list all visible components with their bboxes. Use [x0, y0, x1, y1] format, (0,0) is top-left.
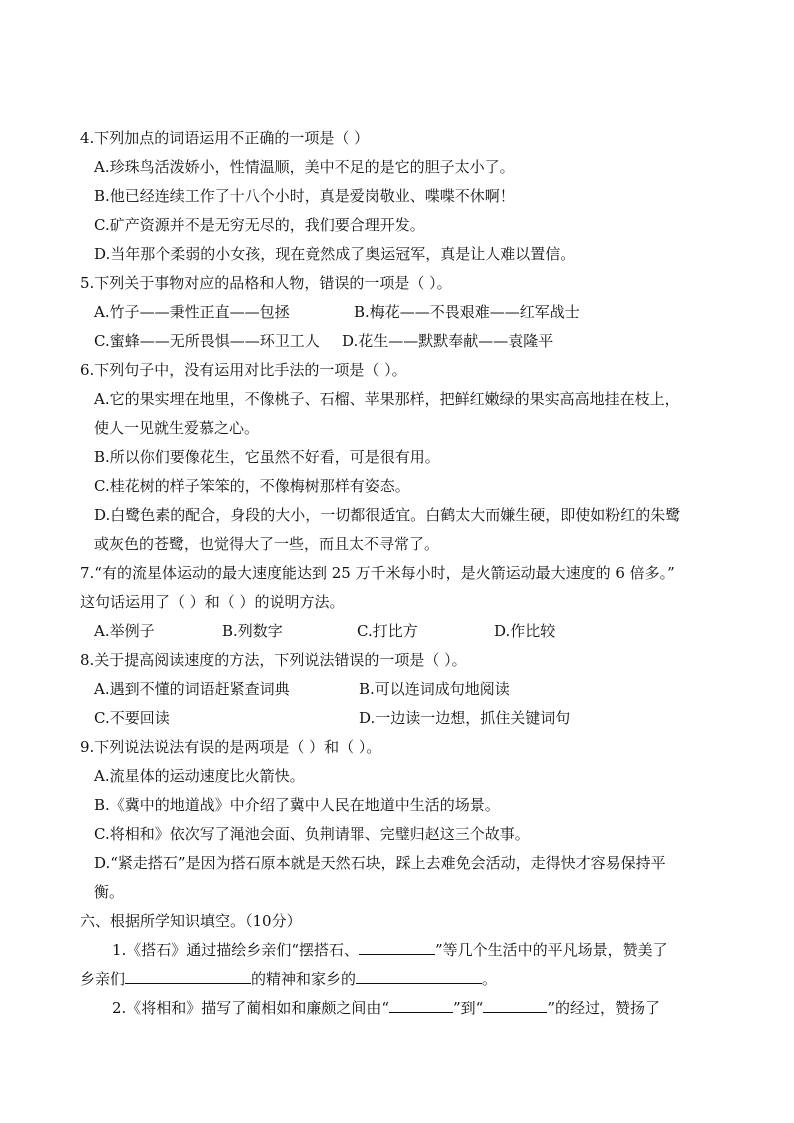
item2-text-c: ”的经过，赞扬了: [547, 999, 660, 1017]
q8-option-b: B.可以连词成句地阅读: [359, 680, 510, 698]
q5-option-c: C.蜜蜂——无所畏惧——环卫工人: [94, 332, 320, 350]
q6-option-c: C.桂花树的样子笨笨的，不像梅树那样有姿态。: [94, 477, 410, 495]
q6-option-a-line2: 使人一见就生爱慕之心。: [94, 419, 260, 437]
section6-item2-line1: [112, 998, 660, 1018]
section6-item1-line2: [80, 969, 497, 989]
section6-item1-line1: [112, 940, 668, 960]
fill-blank-1[interactable]: [359, 940, 435, 955]
item1-text-a: 1.《搭石》通过描绘乡亲们“摆搭石、: [112, 941, 359, 959]
q5-option-d: D.花生——默默奉献——袁隆平: [342, 332, 554, 350]
q7-option-c: C.打比方: [357, 622, 418, 640]
item2-text-a: 2.《将相和》描写了蔺相如和廉颇之间由“: [112, 999, 389, 1017]
item1-text-b: ”等几个生活中的平凡场景，赞美了: [434, 941, 668, 959]
q5-option-a: A.竹子——秉性正直——包拯: [94, 303, 290, 321]
q7-stem-line1: 7.“有的流星体运动的最大速度能达到 25 万千米每小时，是火箭运动最大速度的 6 倍多。”: [80, 564, 675, 582]
q6-option-b: B.所以你们要像花生，它虽然不好看，可是很有用。: [94, 448, 440, 466]
q4-option-b: B.他已经连续工作了十八个小时，真是爱岗敬业、喋喋不休啊！: [94, 187, 515, 205]
item1-line2-text-b: 的精神和家乡的: [251, 970, 357, 988]
q7-option-b: B.列数字: [222, 622, 283, 640]
q4-option-a: A.珍珠鸟活泼娇小，性情温顺，美中不足的是它的胆子太小了。: [94, 158, 515, 176]
q5-stem: 5.下列关于事物对应的品格和人物，错误的一项是（ ）。: [80, 274, 452, 292]
q9-stem: 9.下列说法说法有误的是两项是（ ）和（ ）。: [80, 738, 382, 756]
q9-option-d-line2: 衡。: [94, 883, 125, 901]
q8-option-c: C.不要回读: [94, 709, 170, 727]
q6-option-d-line1: D.白鹭色素的配合，身段的大小，一切都很适宜。白鹤太大而嫌生硬，即使如粉红的朱鹭: [94, 506, 681, 524]
q8-option-a: A.遇到不懂的词语赶紧查词典: [94, 680, 290, 698]
q7-option-d: D.作比较: [494, 622, 556, 640]
q9-option-a: A.流星体的运动速度比火箭快。: [94, 767, 305, 785]
q9-option-d-line1: D.“紧走搭石”是因为搭石原本就是天然石块，踩上去难免会活动，走得快才容易保持平: [94, 854, 666, 872]
fill-blank-3[interactable]: [356, 969, 482, 984]
item2-text-b: ”到“: [452, 999, 484, 1017]
q6-stem: 6.下列句子中，没有运用对比手法的一项是（ ）。: [80, 361, 407, 379]
q4-option-c: C.矿产资源并不是无穷无尽的，我们要合理开发。: [94, 216, 425, 234]
q7-option-a: A.举例子: [94, 622, 155, 640]
fill-blank-2[interactable]: [125, 969, 251, 984]
fill-blank-5[interactable]: [483, 998, 547, 1013]
item1-line2-text-a: 乡亲们: [80, 970, 126, 988]
q7-stem-line2: 这句话运用了（ ）和（ ）的说明方法。: [80, 593, 345, 611]
q8-stem: 8.关于提高阅读速度的方法，下列说法错误的一项是（ ）。: [80, 651, 467, 669]
q9-option-c: C.将相和》依次写了渑池会面、负荆请罪、完璧归赵这三个故事。: [94, 825, 530, 843]
section6-heading: 六、根据所学知识填空。（10分）: [80, 912, 302, 930]
item1-line2-text-c: 。: [482, 970, 498, 988]
q8-option-d: D.一边读一边想，抓住关键词句: [359, 709, 571, 727]
q4-stem: 4.下列加点的词语运用不正确的一项是（ ）: [80, 129, 370, 147]
fill-blank-4[interactable]: [389, 998, 453, 1013]
q9-option-b: B.《冀中的地道战》中介绍了冀中人民在地道中生活的场景。: [94, 796, 500, 814]
q6-option-d-line2: 或灰色的苍鹭，也觉得大了一些，而且太不寻常了。: [94, 535, 440, 553]
q6-option-a-line1: A.它的果实埋在地里，不像桃子、石榴、苹果那样，把鲜红嫩绿的果实高高地挂在枝上，: [94, 390, 680, 408]
q5-option-b: B.梅花——不畏艰难——红军战士: [354, 303, 580, 321]
q4-option-d: D.当年那个柔弱的小女孩，现在竟然成了奥运冠军，真是让人难以置信。: [94, 245, 576, 263]
